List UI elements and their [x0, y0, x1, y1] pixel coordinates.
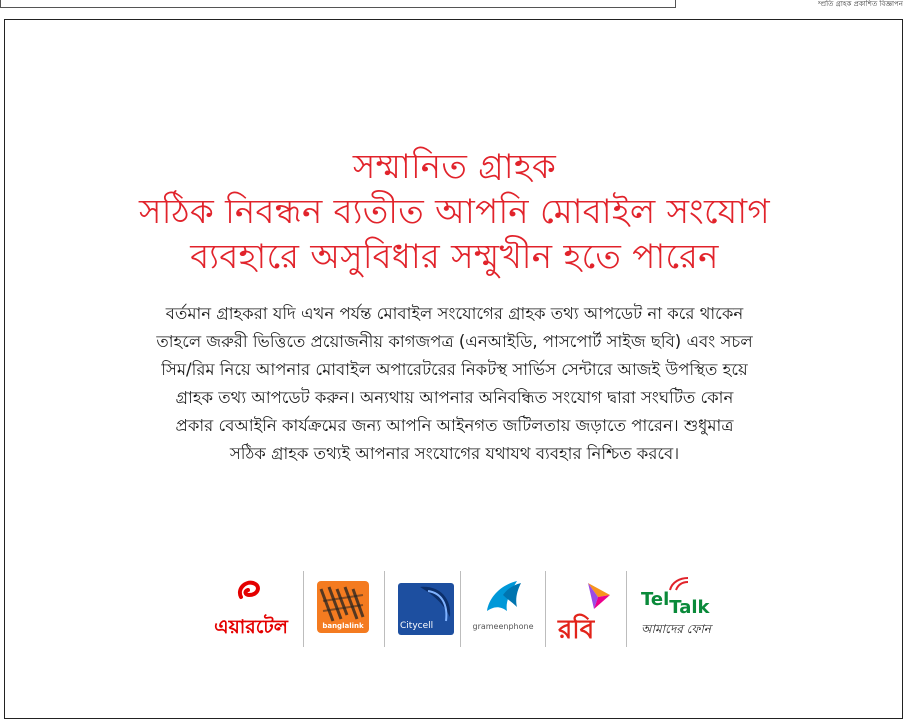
body-line: প্রকার বেআইনি কার্যক্রমের জন্য আপনি আইনগত জটিলতায় জড়াতে পারেন। শুধুমাত্র [175, 416, 734, 435]
grameenphone-wordmark: grameenphone [472, 622, 534, 631]
logo-divider [460, 571, 461, 647]
banglalink-logo [317, 569, 369, 649]
operator-logos [0, 569, 909, 649]
airtel-logo [205, 569, 295, 649]
grameenphone-logo [465, 569, 541, 649]
teletalk-talk: Talk [669, 597, 710, 618]
logo-divider [384, 571, 385, 647]
robi-logo [556, 569, 616, 649]
teletalk-tel: Tel [641, 589, 670, 610]
body-line: বর্তমান গ্রাহকরা যদি এখন পর্যন্ত মোবাইল সংযোগের গ্রাহক তথ্য আপডেট না করে থাকেন [165, 304, 744, 323]
teletalk-tagline: আমাদের ফোন [641, 622, 711, 636]
top-credit-text: ম্প্রতি গ্রাহক প্রকাশিত বিজ্ঞাপন [818, 0, 903, 8]
body-line: সঠিক গ্রাহক তথ্যই আপনার সংযোগের যথাযথ ব্যবহার নিশ্চিত করবে। [229, 444, 680, 463]
headline-line-2: সঠিক নিবন্ধন ব্যতীত আপনি মোবাইল সংযোগ [139, 192, 770, 232]
body-line: গ্রাহক তথ্য আপডেট করুন। অন্যথায় আপনার অনিবন্ধিত সংযোগ দ্বারা সংঘটিত কোন [175, 388, 734, 407]
logo-divider [303, 571, 304, 647]
grameenphone-telenor-icon [481, 577, 525, 615]
robi-arrow-icon [586, 581, 612, 611]
top-banner-border [0, 0, 676, 8]
airtel-wordmark: এয়ারটেল [214, 616, 288, 638]
body-line: তাহলে জরুরী ভিত্তিতে প্রয়োজনীয় কাগজপত্র (এনআইডি, পাসপোর্ট সাইজ ছবি) এবং সচল [156, 332, 753, 351]
teletalk-logo [638, 569, 738, 649]
citycell-wordmark: Citycell [400, 621, 434, 631]
headline-line-3: ব্যবহারে অসুবিধার সম্মুখীন হতে পারেন [190, 237, 719, 277]
headline-line-1: সম্মানিত গ্রাহক [352, 147, 557, 187]
airtel-swirl-icon [235, 579, 263, 603]
banglalink-wordmark: banglalink [322, 622, 364, 630]
logo-divider [626, 571, 627, 647]
body-copy [60, 300, 849, 468]
citycell-logo [398, 569, 454, 649]
robi-wordmark: রবি [558, 615, 595, 645]
citycell-box [398, 583, 454, 635]
body-line: সিম/রিম নিয়ে আপনার মোবাইল অপারেটরের নিকটস্থ সার্ভিস সেন্টারে আজই উপস্থিত হয়ে [161, 360, 748, 379]
banglalink-box [317, 581, 369, 633]
headline [0, 145, 909, 280]
logo-divider [545, 571, 546, 647]
teletalk-wordmark [641, 589, 710, 618]
